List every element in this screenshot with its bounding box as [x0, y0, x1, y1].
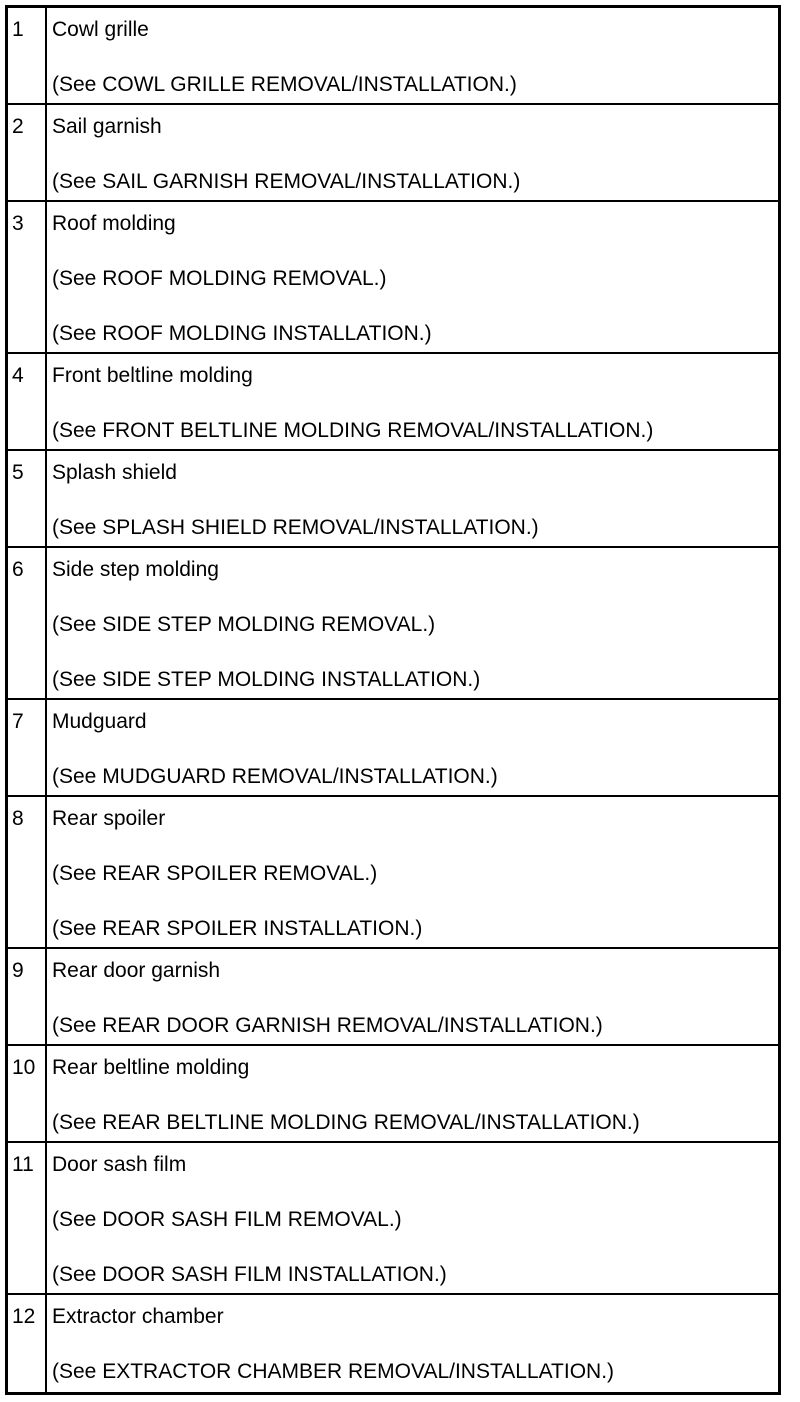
procedure-reference: (See MUDGUARD REMOVAL/INSTALLATION.) [52, 765, 498, 788]
row-number: 8 [8, 797, 47, 947]
row-number: 12 [8, 1295, 47, 1392]
row-content [47, 949, 778, 1044]
table-row [8, 1143, 778, 1295]
row-number: 10 [8, 1046, 47, 1141]
table-row [8, 548, 778, 700]
procedure-reference: (See EXTRACTOR CHAMBER REMOVAL/INSTALLATION.) [52, 1360, 615, 1383]
table-row [8, 354, 778, 451]
row-number: 1 [8, 8, 47, 103]
part-name: Splash shield [52, 461, 177, 484]
row-content [47, 1046, 778, 1141]
row-content [47, 1143, 778, 1293]
part-name: Mudguard [52, 710, 147, 733]
row-content [47, 8, 778, 103]
table-row [8, 949, 778, 1046]
parts-reference-table [5, 5, 781, 1395]
procedure-reference: (See DOOR SASH FILM INSTALLATION.) [52, 1263, 447, 1286]
row-number: 2 [8, 105, 47, 200]
table-row [8, 202, 778, 354]
table-row [8, 105, 778, 202]
table-row [8, 700, 778, 797]
row-content [47, 548, 778, 698]
part-name: Door sash film [52, 1153, 187, 1176]
row-content [47, 451, 778, 546]
part-name: Rear door garnish [52, 959, 221, 982]
table-row [8, 451, 778, 548]
row-number: 3 [8, 202, 47, 352]
procedure-reference: (See SIDE STEP MOLDING INSTALLATION.) [52, 668, 481, 691]
part-name: Rear spoiler [52, 807, 166, 830]
part-name: Rear beltline molding [52, 1056, 250, 1079]
table-row [8, 1046, 778, 1143]
row-number: 5 [8, 451, 47, 546]
table-row [8, 797, 778, 949]
part-name: Extractor chamber [52, 1305, 224, 1328]
procedure-reference: (See REAR SPOILER REMOVAL.) [52, 862, 378, 885]
procedure-reference: (See REAR DOOR GARNISH REMOVAL/INSTALLATION.) [52, 1014, 603, 1037]
procedure-reference: (See DOOR SASH FILM REMOVAL.) [52, 1208, 402, 1231]
procedure-reference: (See FRONT BELTLINE MOLDING REMOVAL/INSTALLATION.) [52, 419, 654, 442]
procedure-reference: (See ROOF MOLDING REMOVAL.) [52, 267, 387, 290]
procedure-reference: (See SIDE STEP MOLDING REMOVAL.) [52, 613, 436, 636]
row-content [47, 700, 778, 795]
part-name: Sail garnish [52, 115, 162, 138]
row-number: 11 [8, 1143, 47, 1293]
row-content [47, 202, 778, 352]
procedure-reference: (See ROOF MOLDING INSTALLATION.) [52, 322, 432, 345]
row-number: 7 [8, 700, 47, 795]
row-number: 4 [8, 354, 47, 449]
row-number: 9 [8, 949, 47, 1044]
row-content [47, 1295, 778, 1392]
part-name: Front beltline molding [52, 364, 253, 387]
procedure-reference: (See REAR BELTLINE MOLDING REMOVAL/INSTALLATION.) [52, 1111, 640, 1134]
part-name: Side step molding [52, 558, 219, 581]
row-content [47, 354, 778, 449]
procedure-reference: (See COWL GRILLE REMOVAL/INSTALLATION.) [52, 73, 517, 96]
row-content [47, 105, 778, 200]
row-number: 6 [8, 548, 47, 698]
procedure-reference: (See SAIL GARNISH REMOVAL/INSTALLATION.) [52, 170, 521, 193]
table-row [8, 1295, 778, 1392]
part-name: Roof molding [52, 212, 176, 235]
part-name: Cowl grille [52, 18, 149, 41]
procedure-reference: (See SPLASH SHIELD REMOVAL/INSTALLATION.) [52, 516, 539, 539]
procedure-reference: (See REAR SPOILER INSTALLATION.) [52, 917, 423, 940]
row-content [47, 797, 778, 947]
table-row [8, 8, 778, 105]
